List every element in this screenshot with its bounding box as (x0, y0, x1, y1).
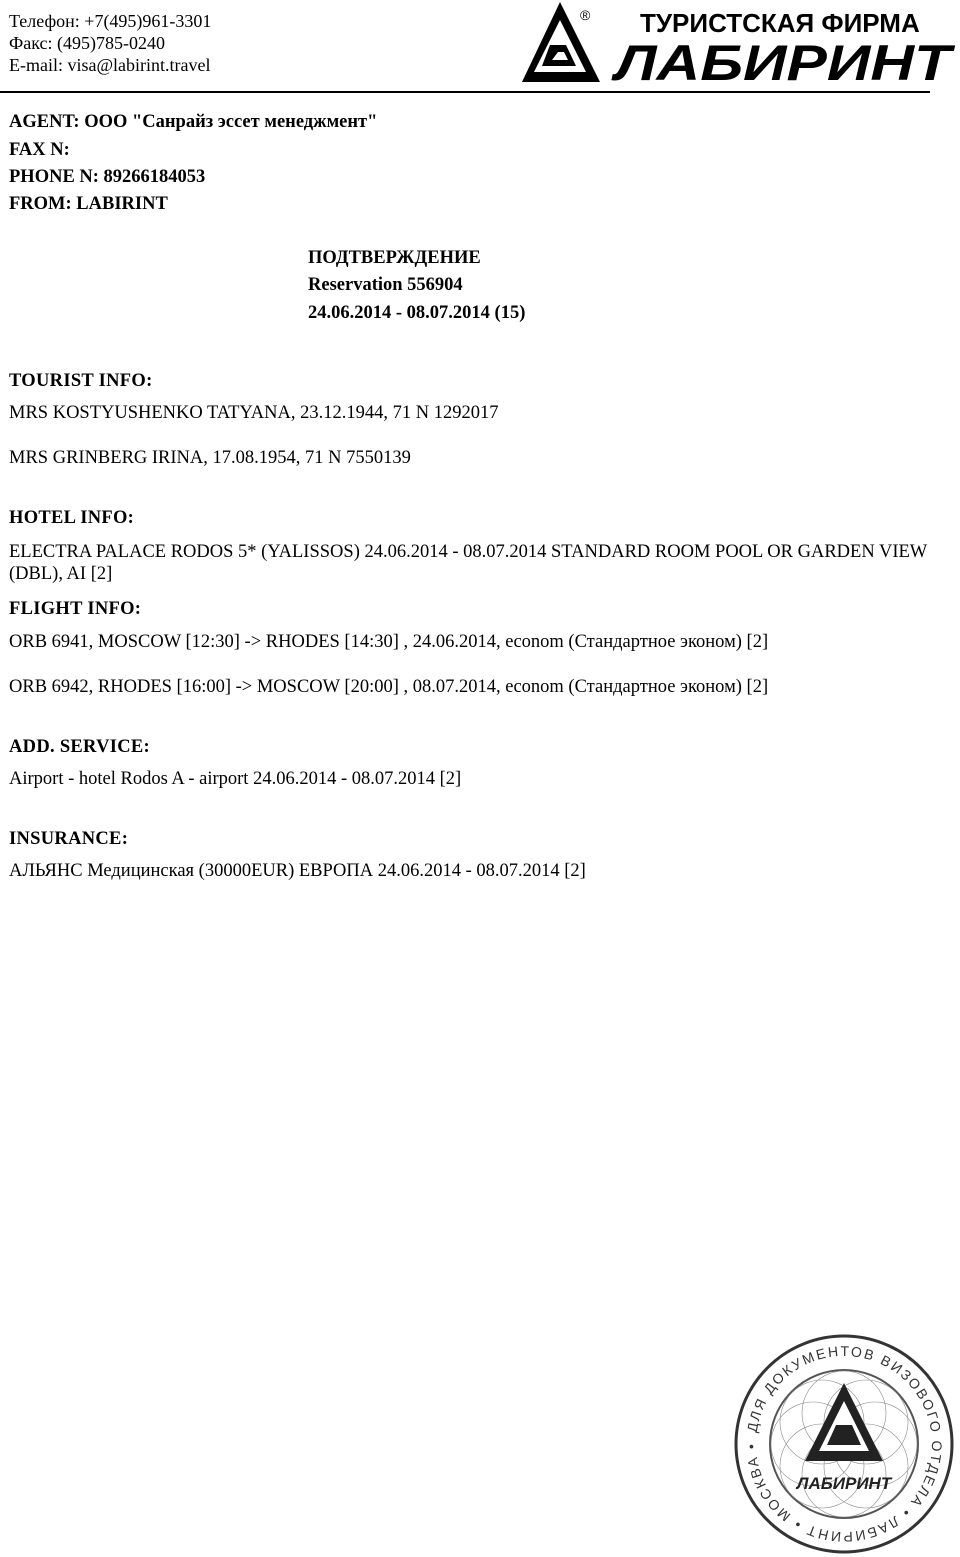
flight-item: ORB 6941, MOSCOW [12:30] -> RHODES [14:30] , 24.06.2014, econom (Стандартное эконом) [2] (9, 632, 769, 652)
agent-from-line: FROM: LABIRINT (9, 194, 168, 214)
labirint-logo (520, 0, 956, 88)
tourist-item: MRS KOSTYUSHENKO TATYANA, 23.12.1944, 71 N 1292017 (9, 403, 499, 423)
hotel-heading: HOTEL INFO: (9, 508, 135, 528)
fax-line: Факс: (495)785-0240 (9, 33, 165, 53)
insurance-heading: INSURANCE: (9, 829, 129, 849)
confirmation-title: ПОДТВЕРЖДЕНИЕ (308, 248, 481, 268)
logo-main-text: ЛАБИРИНТ (611, 35, 956, 88)
email-line: E-mail: visa@labirint.travel (9, 55, 211, 75)
tourist-item: MRS GRINBERG IRINA, 17.08.1954, 71 N 7550139 (9, 448, 411, 468)
phone-line: Телефон: +7(495)961-3301 (9, 11, 212, 31)
flight-item: ORB 6942, RHODES [16:00] -> MOSCOW [20:00] , 08.07.2014, econom (Стандартное эконом) [2] (9, 677, 769, 697)
stamp-center-text: ЛАБИРИНТ (796, 1474, 892, 1493)
service-heading: ADD. SERVICE: (9, 737, 150, 757)
hotel-details: ELECTRA PALACE RODOS 5* (YALISSOS) 24.06.2014 - 08.07.2014 STANDARD ROOM POOL OR GARDEN VIEW (DBL), AI [2] (9, 542, 927, 584)
stamp-ring-text: ДЛЯ ДОКУМЕНТОВ ВИЗОВОГО ОТДЕЛА • ЛАБИРИНТ • МОСКВА • (742, 1342, 946, 1546)
agent-line: AGENT: ООО "Санрайз эссет менеджмент" (9, 112, 378, 132)
insurance-details: АЛЬЯНС Медицинская (30000EUR) ЕВРОПА 24.06.2014 - 08.07.2014 [2] (9, 861, 586, 881)
tourist-heading: TOURIST INFO: (9, 371, 153, 391)
reservation-number: Reservation 556904 (308, 275, 463, 295)
contact-block (9, 10, 211, 76)
reservation-dates: 24.06.2014 - 08.07.2014 (15) (308, 303, 526, 323)
flight-heading: FLIGHT INFO: (9, 599, 142, 619)
agent-fax-line: FAX N: (9, 140, 70, 160)
logo-top-text: ТУРИСТСКАЯ ФИРМА (640, 8, 920, 38)
visa-department-stamp (733, 1333, 955, 1555)
agent-phone-line: PHONE N: 89266184053 (9, 167, 206, 187)
stamp-emblem-icon (805, 1383, 883, 1461)
logo-registered: ® (580, 7, 591, 23)
header-divider (0, 91, 930, 93)
service-details: Airport - hotel Rodos A - airport 24.06.2014 - 08.07.2014 [2] (9, 769, 462, 789)
